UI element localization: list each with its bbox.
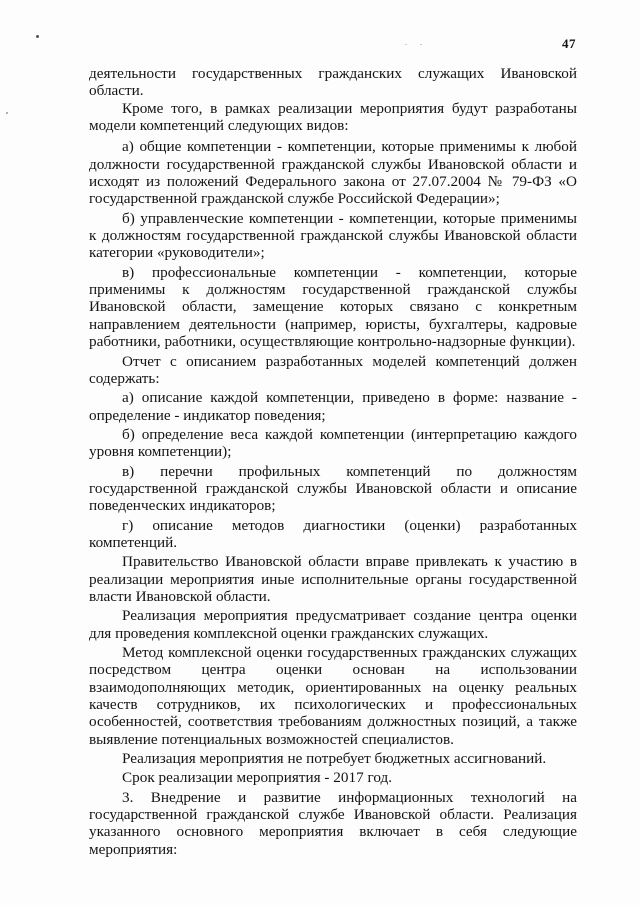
paragraph-general-competencies: а) общие компетенции - компетенции, которые применимы к любой должности государственной гражданской службы Ивановской области и исходят из положений Федерального закона от 27.07.2004 № 79-ФЗ «О государственной гражданской службе Российской Федерации»; [89, 138, 577, 208]
scan-speck [405, 44, 407, 45]
page-number: 47 [562, 36, 576, 51]
paragraph-assessment-method: Метод комплексной оценки государственных гражданских служащих посредством центра оценки основан на использовании взаимодополняющих методик, ориентированных на оценку реальных качеств сотрудников, их психологических и профессиональных особенностей, соответствия требованиям должностных позиций, а также выявление потенциальных возможностей специалистов. [89, 644, 577, 748]
paragraph-government-participation: Правительство Ивановской области вправе привлекать к участию в реализации мероприятия иные исполнительные органы государственной власти Ивановской области. [89, 553, 577, 605]
scan-speck [6, 112, 8, 114]
document-body [89, 65, 577, 860]
paragraph-report-item-c: в) перечни профильных компетенций по должностям государственной гражданской службы Ивановской области и описание поведенческих индикаторов; [89, 462, 577, 515]
paragraph-report-item-d: г) описание методов диагностики (оценки) разработанных компетенций. [89, 516, 577, 551]
paragraph-report-item-a: а) описание каждой компетенции, приведено в форме: название - определение - индикатор поведения; [89, 389, 577, 424]
paragraph-report-item-b: б) определение веса каждой компетенции (интерпретацию каждого уровня компетенции); [89, 425, 577, 461]
paragraph-deadline: Срок реализации мероприятия - 2017 год. [122, 769, 392, 787]
paragraph-intro: Кроме того, в рамках реализации мероприятия будут разработаны модели компетенций следующих видов: [89, 99, 577, 135]
paragraph-continuation: деятельности государственных гражданских служащих Ивановской области. [89, 65, 577, 100]
paragraph-no-budget: Реализация мероприятия не потребует бюджетных ассигнований. [122, 750, 547, 768]
paragraph-assessment-center: Реализация мероприятия предусматривает создание центра оценки для проведения комплексной оценки гражданских служащих. [89, 607, 577, 642]
scan-speck [420, 44, 422, 45]
paragraph-professional-competencies: в) профессиональные компетенции - компетенции, которые применимы к должностям государственной гражданской службы Ивановской области, замещение которых связано с конкретным направлением деятельности (например, юристы, бухгалтеры, кадровые работники, работники, осуществляющие контрольно-надзорные функции). [89, 263, 577, 351]
paragraph-report-contents: Отчет с описанием разработанных моделей компетенций должен содержать: [89, 352, 577, 387]
paragraph-management-competencies: б) управленческие компетенции - компетенции, которые применимы к должностям государственной гражданской службы Ивановской области категории «руководители»; [89, 209, 577, 262]
scan-speck [36, 35, 39, 38]
paragraph-it-development: 3. Внедрение и развитие информационных технологий на государственной гражданской службе Ивановской области. Реализация указанного основного мероприятия включает в себя следующие мероприятия: [89, 788, 577, 858]
